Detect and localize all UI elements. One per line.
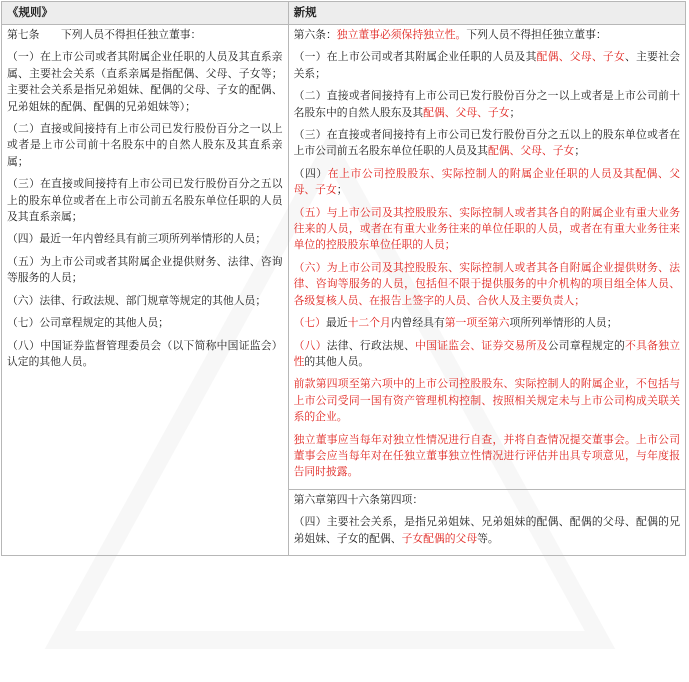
old-rules-cell xyxy=(2,25,289,556)
new-article-title xyxy=(294,27,680,43)
old-item-4: （四）最近一年内曾经具有前三项所列举情形的人员； xyxy=(7,232,267,246)
old-item-3: （三）在直接或间接持有上市公司已发行股份百分之五以上的股东单位或者在上市公司前五名股东单位任职的人员及其直系亲属； xyxy=(7,177,283,224)
new-rules-cell xyxy=(288,25,685,490)
old-item-8: （八）中国证券监督管理委员会（以下简称中国证监会）认定的其他人员。 xyxy=(7,338,283,368)
highlight-relatives: 配偶、父母、子女 xyxy=(536,50,626,64)
new-item-2: （二）直接或者间接持有上市公司已发行股份百分之一以上或者是上市公司前十名股东中的自然人股东及其配偶、父母、子女； xyxy=(293,89,680,119)
new-item-5: （五）与上市公司及其控股股东、实际控制人或者其各自的附属企业有重大业务往来的人员，或者在有重大业务往来的单位任职的人员，或者在有重大业务往来单位的控股股东单位任职的人员； xyxy=(293,205,680,252)
highlight-not-independent: 不具备独立性 xyxy=(293,338,681,368)
new-item-4: （四）在上市公司控股股东、实际控制人的附属企业任职的人员及其配偶、父母、子女； xyxy=(293,166,681,197)
new-item-8: （八）法律、行政法规、中国证监会、证券交易所及公司章程规定的不具备独立性的其他人员。 xyxy=(293,338,681,368)
new-paragraph-self-check: 独立董事应当每年对独立性情况进行自查，并将自查情况提交董事会。上市公司董事会应当每年对在任独立董事独立性情况进行评估并出具专项意见，与年度报告同时披露。 xyxy=(293,432,680,479)
highlight-twelve-months: 十二个月 xyxy=(347,316,391,330)
new-independence-requirement: 独立董事必须保持独立性。 xyxy=(336,28,467,41)
new-chapter6-title: 第六章第四十六条第四项： xyxy=(293,492,424,506)
new-chapter6-cell xyxy=(288,489,685,555)
highlight-regulators: 中国证监会、证券交易所及 xyxy=(415,338,548,352)
new-item-1: （一）在上市公司或者其附属企业任职的人员及其配偶、父母、子女、主要社会关系； xyxy=(293,50,681,80)
new-article-lead: 下列人员不得担任独立董事： xyxy=(466,28,607,41)
new-paragraph-exclusion: 前款第四项至第六项中的上市公司控股股东、实际控制人的附属企业，不包括与上市公司受同一国有资产管理机构控制、按照相关规定未与上市公司构成关联关系的企业。 xyxy=(293,377,680,424)
new-chapter6-item: （四）主要社会关系，是指兄弟姐妹、兄弟姐妹的配偶、配偶的父母、配偶的兄弟姐妹、子女的配偶、子女配偶的父母等。 xyxy=(293,515,680,545)
table-header-row xyxy=(2,2,686,25)
header-new: 新规 xyxy=(288,2,685,25)
old-item-5: （五）为上市公司或者其附属企业提供财务、法律、咨询等服务的人员； xyxy=(7,254,283,285)
comparison-table xyxy=(1,1,686,556)
old-item-6: （六）法律、行政法规、部门规章等规定的其他人员； xyxy=(7,293,267,307)
old-item-1: （一）在上市公司或者其附属企业任职的人员及其直系亲属、主要社会关系（直系亲属是指配偶、父母、子女等；主要社会关系是指兄弟姐妹、配偶的父母、子女的配偶、兄弟姐妹的配偶、配偶的兄弟姐妹等）； xyxy=(7,50,283,113)
old-item-7: （七）公司章程规定的其他人员； xyxy=(7,316,169,330)
highlight-relatives: 配偶、父母、子女 xyxy=(487,144,575,158)
highlight-relatives: 配偶、父母、子女 xyxy=(423,105,510,119)
new-item-3: （三）在直接或者间接持有上市公司已发行股份百分之五以上的股东单位或者在上市公司前五名股东单位任职的人员及其配偶、父母、子女； xyxy=(293,128,680,158)
new-item-6: （六）为上市公司及其控股股东、实际控制人或者其各自附属企业提供财务、法律、咨询等服务的人员，包括但不限于提供服务的中介机构的项目组全体人员、各级复核人员、在报告上签字的人员、合伙人及主要负责人； xyxy=(293,260,680,307)
highlight-item-4: 在上市公司控股股东、实际控制人的附属企业任职的人员及其配偶、父母、子女 xyxy=(293,166,681,197)
new-article-number: 第六条： xyxy=(293,28,337,41)
highlight-spouse-parents: 子女配偶的父母 xyxy=(401,531,478,545)
table-row xyxy=(2,25,686,490)
highlight-item-range: 第一项至第六 xyxy=(444,316,510,330)
old-item-2: （二）直接或间接持有上市公司已发行股份百分之一以上或者是上市公司前十名股东中的自然人股东及其直系亲属； xyxy=(7,122,283,168)
new-item-7: （七）最近十二个月内曾经具有第一项至第六项所列举情形的人员； xyxy=(293,316,618,330)
header-old: 《规则》 xyxy=(2,2,289,25)
old-article-title: 第七条 下列人员不得担任独立董事： xyxy=(7,28,202,41)
